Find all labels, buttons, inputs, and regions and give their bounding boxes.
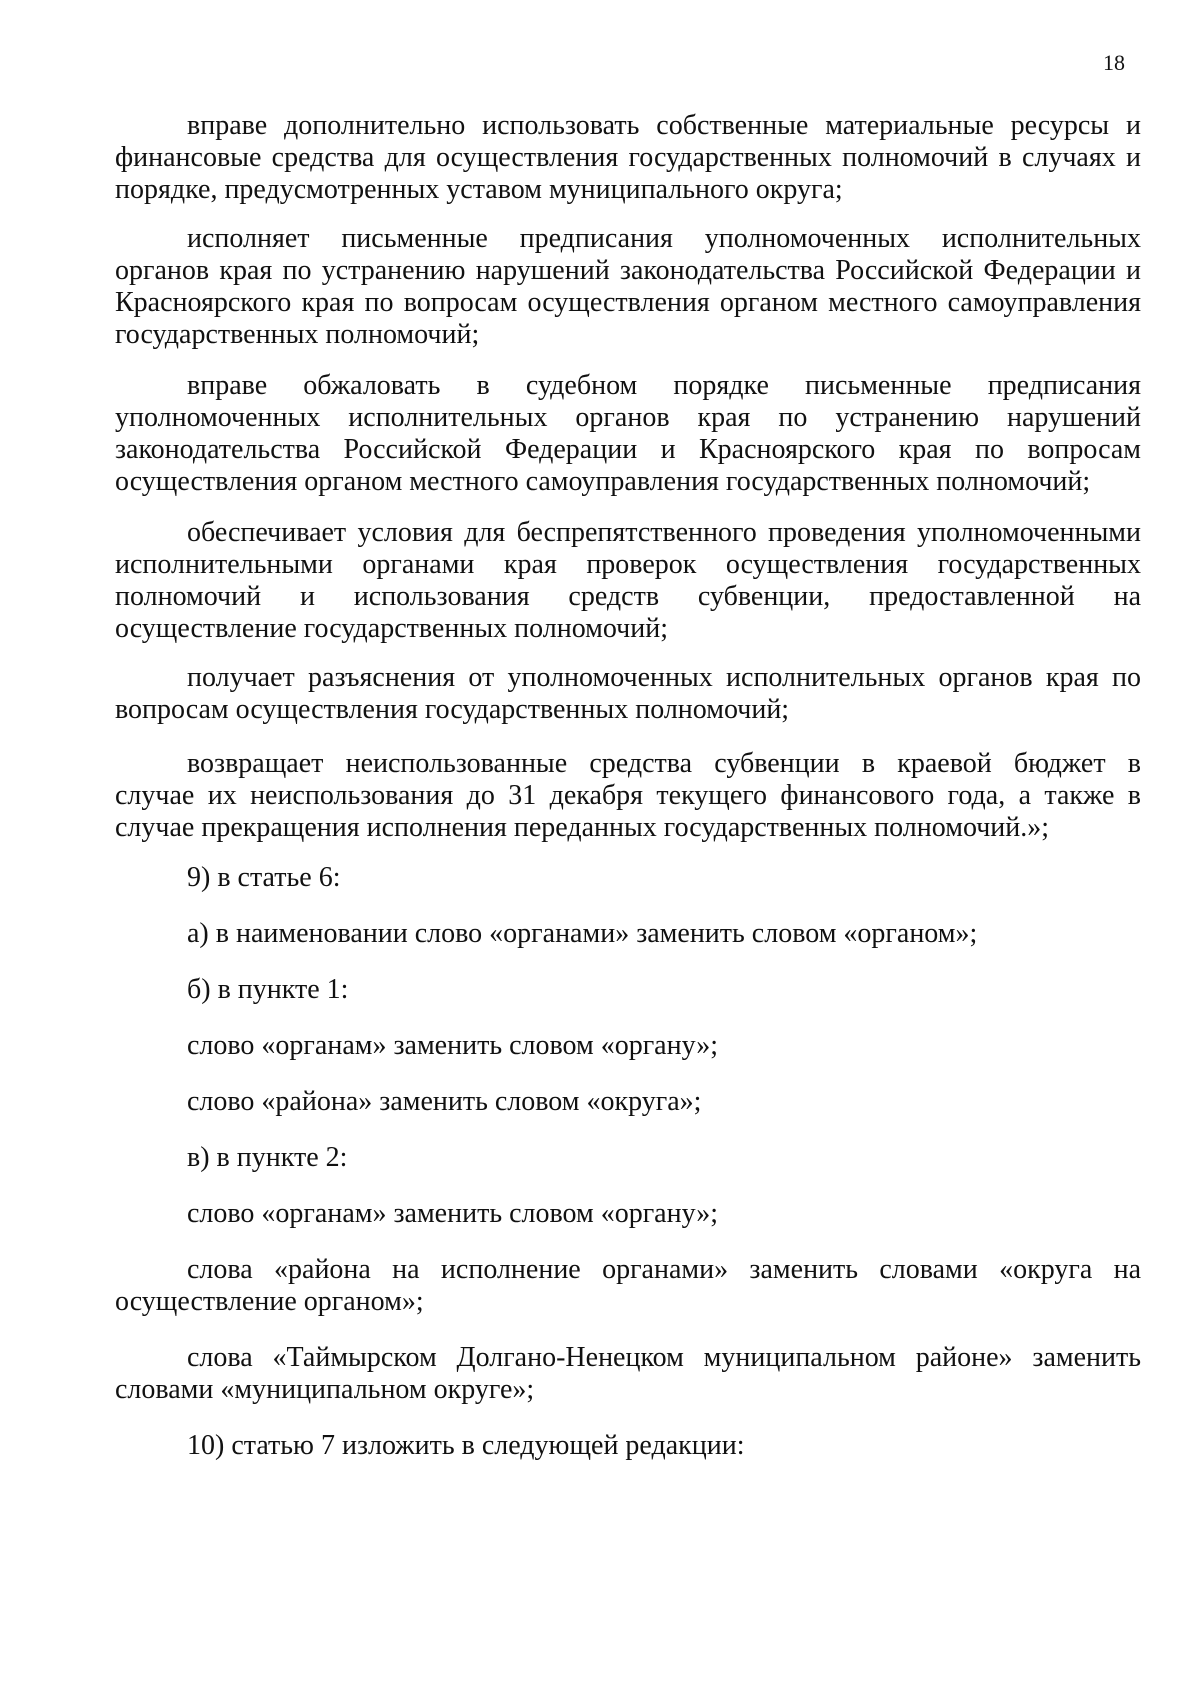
text-line: а) в наименовании слово «органами» заменить словом «органом»; bbox=[187, 918, 978, 949]
text-line: органов края по устранению нарушений законодательства Российской Федерации и bbox=[115, 255, 1141, 286]
paragraph bbox=[115, 1254, 1141, 1318]
text-line: законодательства Российской Федерации и Красноярского края по вопросам bbox=[115, 434, 1141, 465]
paragraph bbox=[115, 1086, 1141, 1118]
text-line: слова «Таймырском Долгано-Ненецком муниципальном районе» заменить bbox=[187, 1342, 1141, 1373]
paragraph bbox=[115, 223, 1141, 351]
paragraph bbox=[115, 110, 1141, 206]
text-line: случае их неиспользования до 31 декабря текущего финансового года, а также в bbox=[115, 780, 1141, 811]
text-line: государственных полномочий; bbox=[115, 319, 480, 350]
text-line: в) в пункте 2: bbox=[187, 1142, 348, 1173]
paragraph bbox=[115, 862, 1141, 894]
text-line: Красноярского края по вопросам осуществления органом местного самоуправления bbox=[115, 287, 1141, 318]
paragraph bbox=[115, 1430, 1141, 1462]
paragraph bbox=[115, 918, 1141, 950]
text-line: исполнительными органами края проверок осуществления государственных bbox=[115, 549, 1141, 580]
text-line: осуществления органом местного самоуправления государственных полномочий; bbox=[115, 466, 1091, 497]
text-line: порядке, предусмотренных уставом муниципального округа; bbox=[115, 174, 843, 205]
paragraph bbox=[115, 1342, 1141, 1406]
text-line: слово «органам» заменить словом «органу»; bbox=[187, 1030, 719, 1061]
paragraph bbox=[115, 1142, 1141, 1174]
text-line: получает разъяснения от уполномоченных исполнительных органов края по bbox=[187, 662, 1141, 693]
text-line: слово «района» заменить словом «округа»; bbox=[187, 1086, 702, 1117]
paragraph bbox=[115, 517, 1141, 645]
text-line: вправе обжаловать в судебном порядке письменные предписания bbox=[187, 370, 1141, 401]
paragraph bbox=[115, 974, 1141, 1006]
text-line: финансовые средства для осуществления государственных полномочий в случаях и bbox=[115, 142, 1141, 173]
text-line: уполномоченных исполнительных органов края по устранению нарушений bbox=[115, 402, 1141, 433]
paragraph bbox=[115, 1030, 1141, 1062]
paragraph bbox=[115, 1198, 1141, 1230]
text-line: 9) в статье 6: bbox=[187, 862, 341, 893]
text-line: полномочий и использования средств субвенции, предоставленной на bbox=[115, 581, 1141, 612]
text-line: осуществление органом»; bbox=[115, 1286, 424, 1317]
text-line: 10) статью 7 изложить в следующей редакции: bbox=[187, 1430, 745, 1461]
paragraph bbox=[115, 370, 1141, 498]
text-line: слова «района на исполнение органами» заменить словами «округа на bbox=[187, 1254, 1141, 1285]
text-line: вопросам осуществления государственных полномочий; bbox=[115, 694, 790, 725]
text-line: осуществление государственных полномочий; bbox=[115, 613, 668, 644]
paragraph bbox=[115, 748, 1141, 844]
text-line: обеспечивает условия для беспрепятственного проведения уполномоченными bbox=[187, 517, 1141, 548]
text-line: вправе дополнительно использовать собственные материальные ресурсы и bbox=[187, 110, 1141, 141]
text-line: возвращает неиспользованные средства субвенции в краевой бюджет в bbox=[187, 748, 1141, 779]
paragraph bbox=[115, 662, 1141, 726]
text-line: случае прекращения исполнения переданных государственных полномочий.»; bbox=[115, 812, 1050, 843]
text-line: словами «муниципальном округе»; bbox=[115, 1374, 535, 1405]
page-number: 18 bbox=[1103, 50, 1125, 75]
text-line: б) в пункте 1: bbox=[187, 974, 349, 1005]
text-line: исполняет письменные предписания уполномоченных исполнительных bbox=[187, 223, 1141, 254]
text-line: слово «органам» заменить словом «органу»; bbox=[187, 1198, 719, 1229]
